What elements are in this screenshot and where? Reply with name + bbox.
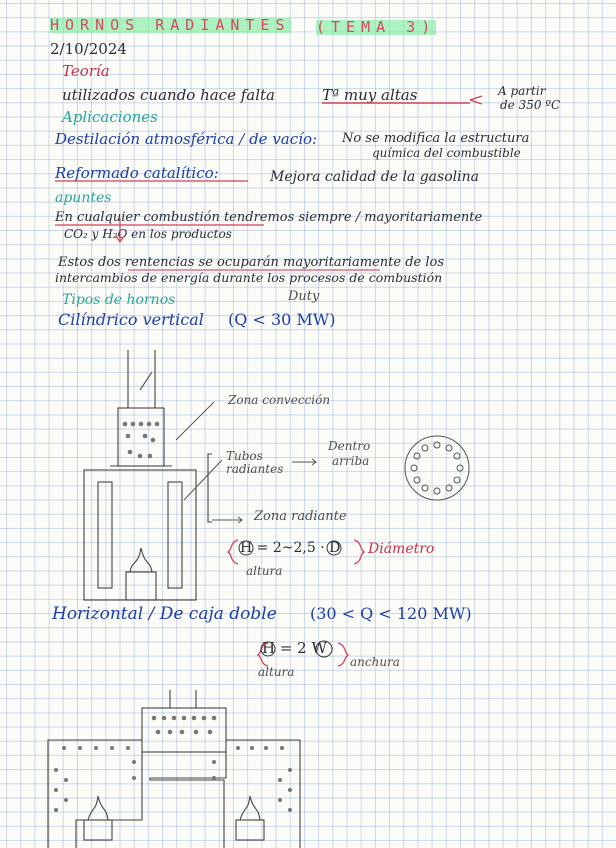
cilindrico-formula: H = 2~2,5 · D (240, 540, 341, 556)
vertical-labels-arrows (176, 402, 316, 523)
convection-tubes (123, 422, 160, 459)
apuntes-line-1: En cualquier combustión tendremos siempre / mayoritariamente (55, 210, 483, 225)
altura-label-1: altura (246, 564, 283, 578)
destilacion-desc-2: química del combustible (372, 146, 521, 160)
dentro-label-2: arriba (332, 454, 370, 468)
teoria-note-2: de 350 ºC (500, 98, 561, 112)
destilacion-label: Destilación atmosférica / de vacío: (55, 130, 318, 148)
formula-circles (239, 541, 341, 657)
altura-label-2: altura (258, 665, 295, 679)
cilindrico-heading: Cilíndrico vertical (58, 310, 204, 329)
horizontal-condition: (30 < Q < 120 MW) (310, 604, 472, 623)
teoria-note-1: A partir (498, 84, 546, 98)
anchura-label: anchura (350, 655, 400, 669)
tipos-heading: Tipos de hornos (62, 292, 176, 308)
apuntes-line-4: intercambios de energía durante los procesos de combustión (55, 270, 443, 285)
destilacion-desc-1: No se modifica la estructura (342, 131, 530, 146)
dentro-label-1: Dentro (328, 439, 371, 453)
zona-radiante-label: Zona radiante (254, 509, 347, 524)
apuntes-heading: apuntes (55, 190, 112, 206)
horizontal-tubes (54, 716, 292, 812)
apuntes-line-2: CO₂ y H₂O en los productos (64, 227, 232, 241)
cilindrico-condition: (Q < 30 MW) (228, 310, 336, 329)
temp-arrow-icon (470, 96, 482, 104)
formula-braces (228, 540, 364, 666)
cross-section-sketch (405, 436, 469, 500)
horizontal-heading: Horizontal / De caja doble (52, 604, 277, 624)
duty-label: Duty (288, 289, 320, 304)
page-title: HORNOS RADIANTES (50, 16, 291, 34)
aplicaciones-heading: Aplicaciones (62, 108, 158, 126)
teoria-line: utilizados cuando hace falta (62, 86, 276, 104)
horizontal-formula: H = 2 W (262, 639, 327, 657)
down-arrow-icon (116, 218, 124, 242)
diametro-label: Diámetro (368, 541, 435, 557)
reformado-desc: Mejora calidad de la gasolina (270, 169, 479, 185)
date: 2/10/2024 (50, 40, 127, 58)
zona-conveccion-label: Zona convección (228, 393, 331, 407)
tubos-label-2: radiantes (226, 462, 284, 476)
horizontal-furnace-sketch (48, 690, 300, 848)
teoria-temp: Tª muy altas (322, 86, 418, 104)
tubos-label-1: Tubos (226, 449, 263, 463)
vertical-furnace-sketch (84, 350, 212, 600)
tema-label: (TEMA 3) (316, 18, 437, 36)
reformado-label: Reformado catalítico: (55, 164, 219, 182)
teoria-heading: Teoría (62, 62, 110, 80)
apuntes-line-3: Estos dos rentencias se ocuparán mayoritariamente de los (58, 255, 445, 270)
